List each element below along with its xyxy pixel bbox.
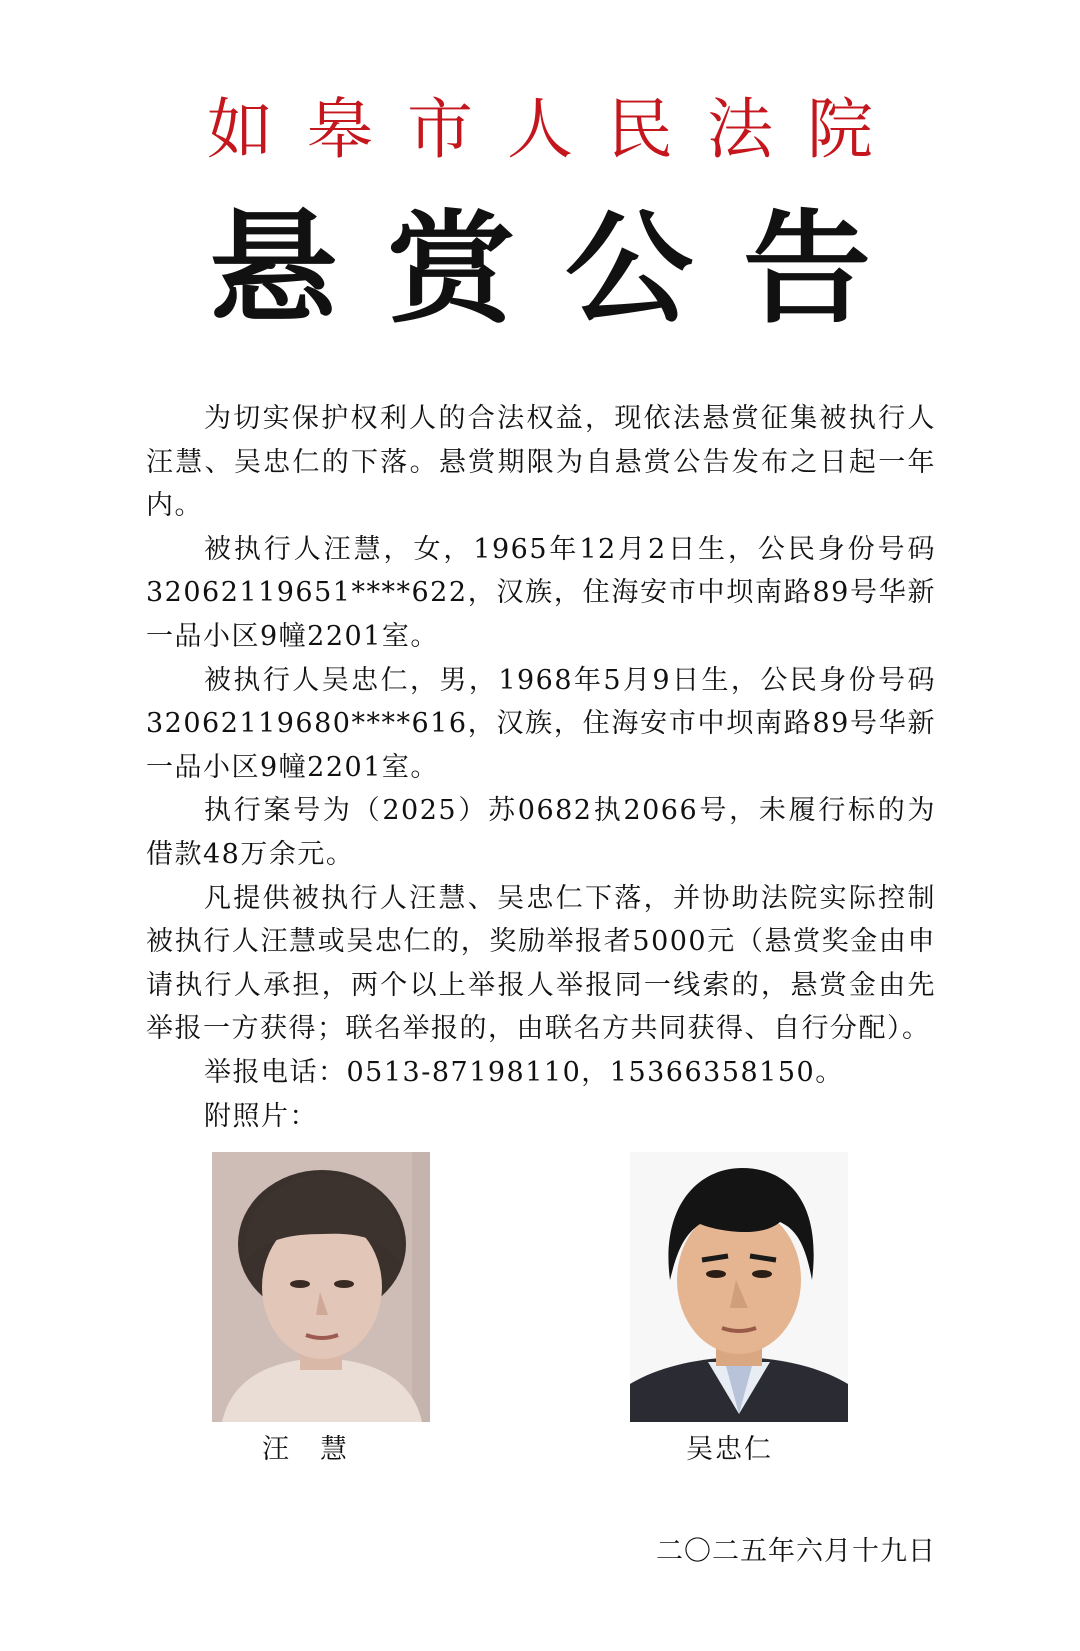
caption-wang-hui: 汪 慧	[262, 1434, 349, 1465]
paragraph-photos-label: 附照片：	[204, 1100, 318, 1132]
paragraph-person-wang: 被执行人汪慧，女，1965年12月2日生，公民身份号码32062119651****622，汉族，住海安市中坝南路89号华新一品小区9幢2201室。	[146, 533, 936, 652]
photo-wang-hui	[212, 1152, 430, 1422]
paragraph-person-wu: 被执行人吴忠仁，男，1968年5月9日生，公民身份号码32062119680****616，汉族，住海安市中坝南路89号华新一品小区9幢2201室。	[146, 664, 936, 783]
paragraph-phone: 举报电话：0513-87198110，15366358150。	[204, 1056, 844, 1088]
paragraph-reward: 凡提供被执行人汪慧、吴忠仁下落，并协助法院实际控制被执行人汪慧或吴忠仁的，奖励举报者5000元（悬赏奖金由申请执行人承担，两个以上举报人举报同一线索的，悬赏金由先举报一方获得；联名举报的，由联名方共同获得、自行分配）。	[146, 882, 936, 1045]
paragraph-case-number: 执行案号为（2025）苏0682执2066号，未履行标的为借款48万余元。	[146, 795, 936, 870]
portrait-woman-image	[212, 1152, 430, 1422]
court-name: 如皋市人民法院	[207, 91, 907, 168]
notice-body	[146, 397, 936, 1138]
portrait-man-image	[630, 1152, 848, 1422]
photo-wu-zhongren	[630, 1152, 848, 1422]
notice-date: 二〇二五年六月十九日	[656, 1536, 936, 1567]
paragraph-intro: 为切实保护权利人的合法权益，现依法悬赏征集被执行人汪慧、吴忠仁的下落。悬赏期限为自悬赏公告发布之日起一年内。	[146, 403, 936, 522]
notice-title: 悬赏公告	[208, 198, 921, 341]
caption-wu-zhongren: 吴忠仁	[686, 1434, 773, 1465]
